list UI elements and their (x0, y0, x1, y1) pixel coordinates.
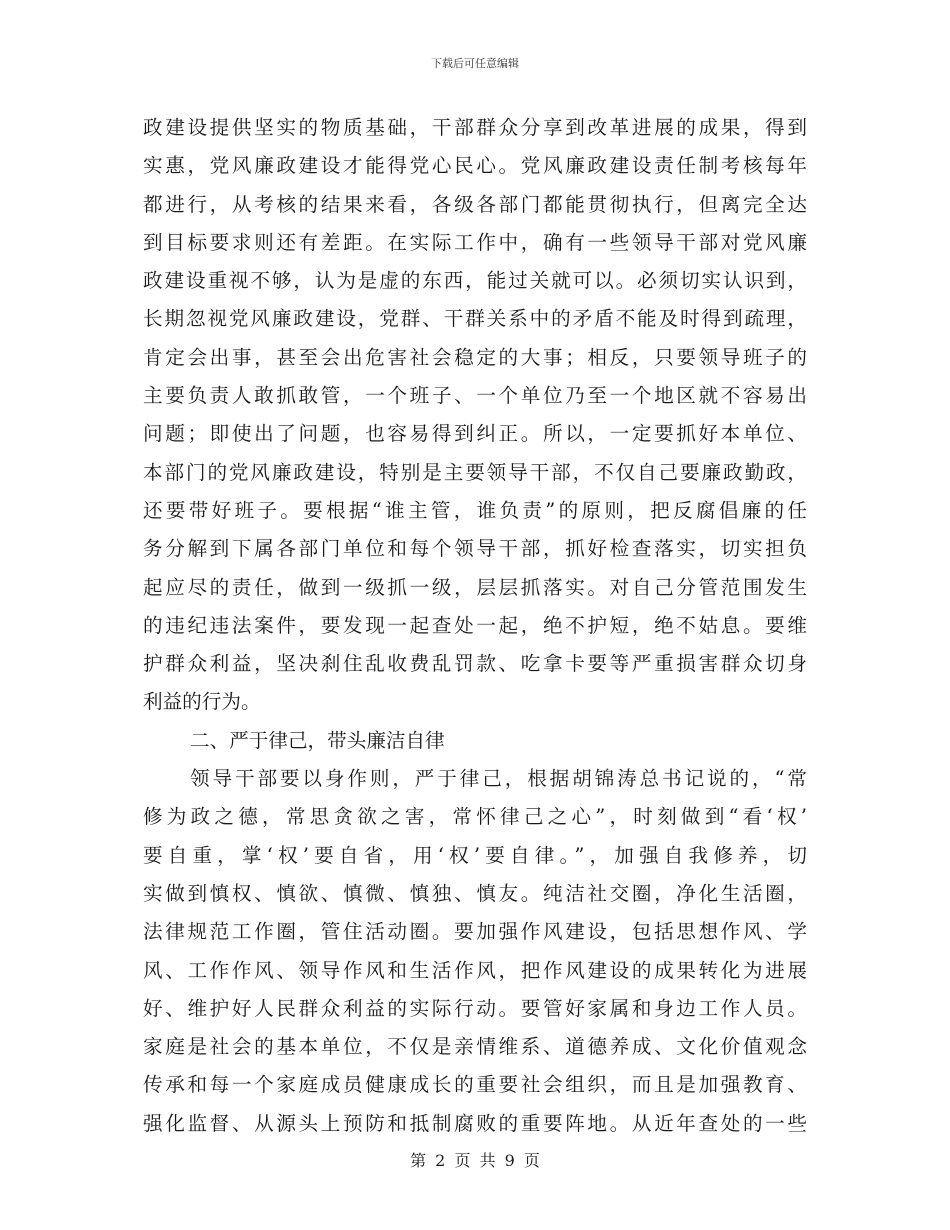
text-line: 强化监督、从源头上预防和抵制腐败的重要阵地。从近年查处的一些 (143, 1111, 807, 1135)
text-line: 主要负责人敢抓敢管，一个班子、一个单位乃至一个地区就不容易出 (143, 384, 807, 408)
text-line: 修为政之德，常思贪欲之害，常怀律己之心”，时刻做到“看‘权’ (143, 805, 807, 829)
text-line: 的违纪违法案件，要发现一起查处一起，绝不护短，绝不姑息。要维 (143, 613, 807, 637)
text-line: 利益的行为。 (143, 690, 261, 714)
document-body (143, 109, 807, 1143)
text-line: 传承和每一个家庭成员健康成长的重要社会组织，而且是加强教育、 (143, 1073, 807, 1097)
text-line: 政建设提供坚实的物质基础，干部群众分享到改革进展的成果，得到 (143, 116, 807, 139)
page-number: 第 2 页 共 9 页 (410, 1151, 540, 1170)
text-line: 好、维护好人民群众利益的实际行动。要管好家属和身边工作人员。 (143, 996, 807, 1020)
text-line: 肯定会出事，甚至会出危害社会稳定的大事；相反，只要领导班子的 (143, 345, 807, 369)
text-line: 长期忽视党风廉政建设，党群、干群关系中的矛盾不能及时得到疏理， (143, 307, 807, 331)
text-line: 政建设重视不够，认为是虚的东西，能过关就可以。必须切实认识到， (143, 269, 807, 293)
paragraph-1 (143, 109, 807, 722)
text-line: 到目标要求则还有差距。在实际工作中，确有一些领导干部对党风廉 (143, 230, 807, 254)
text-line: 实惠，党风廉政建设才能得党心民心。党风廉政建设责任制考核每年 (143, 154, 807, 178)
text-line: 要自重，掌‘权’要自省，用‘权’要自律。”，加强自我修养，切 (143, 843, 807, 867)
text-line: 务分解到下属各部门单位和每个领导干部，抓好检查落实，切实担负 (143, 537, 807, 561)
text-line: 家庭是社会的基本单位，不仅是亲情维系、道德养成、文化价值观念 (143, 1035, 807, 1059)
text-line: 领导干部要以身作则，严于律己，根据胡锦涛总书记说的，“常 (190, 767, 807, 791)
text-line: 风、工作作风、领导作风和生活作风，把作风建设的成果转化为进展 (143, 958, 807, 982)
text-line: 都进行，从考核的结果来看，各级各部门都能贯彻执行，但离完全达 (143, 192, 807, 216)
section-heading: 二、严于律己，带头廉洁自律 (190, 728, 445, 752)
text-line: 还要带好班子。要根据“谁主管，谁负责”的原则，把反腐倡廉的任 (143, 498, 807, 522)
paragraph-2 (143, 760, 807, 1143)
text-line: 本部门的党风廉政建设，特别是主要领导干部，不仅自己要廉政勤政， (143, 460, 807, 484)
text-line: 法律规范工作圈，管住活动圈。要加强作风建设，包括思想作风、学 (143, 920, 807, 944)
text-line: 实做到慎权、慎欲、慎微、慎独、慎友。纯洁社交圈，净化生活圈， (143, 881, 807, 905)
text-line: 护群众利益，坚决刹住乱收费乱罚款、吃拿卡要等严重损害群众切身 (143, 652, 807, 676)
text-line: 问题；即使出了问题，也容易得到纠正。所以，一定要抓好本单位、 (143, 422, 807, 446)
page-header: 下载后可任意编辑 (431, 57, 519, 70)
text-line: 起应尽的责任，做到一级抓一级，层层抓落实。对自己分管范围发生 (143, 575, 807, 599)
